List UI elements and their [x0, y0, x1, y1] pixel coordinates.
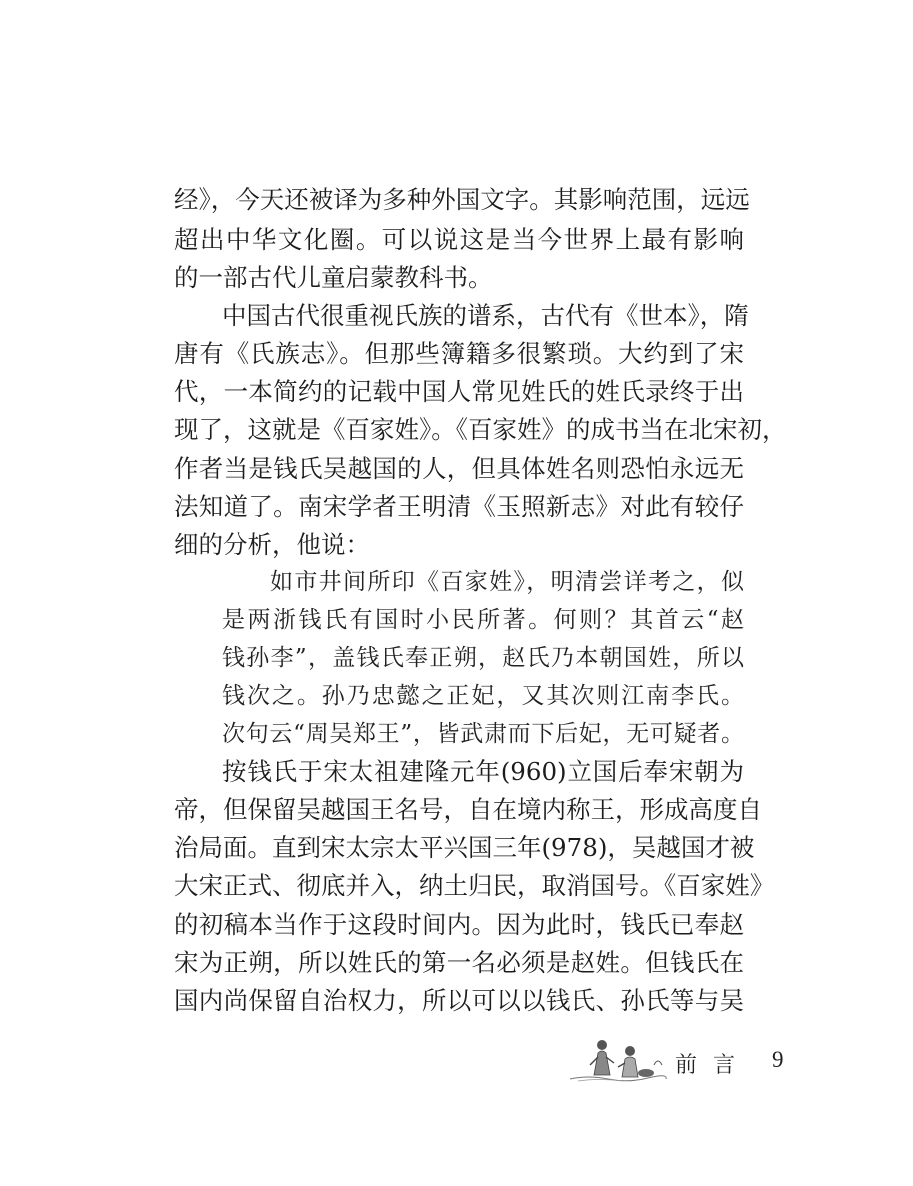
- body-line: 细的分析，他说：: [174, 530, 370, 559]
- body-line: 宋为正朔，所以姓氏的第一名必须是赵姓。但钱氏在: [174, 948, 744, 977]
- body-line: 按钱氏于宋太祖建隆元年(960)立国后奉宋朝为: [222, 757, 744, 786]
- body-line: 大宋正式、彻底并入，纳土归民，取消国号。《百家姓》: [174, 871, 775, 900]
- quote-line: 钱孙李”，盖钱氏奉正朔，赵氏乃本朝国姓，所以: [222, 645, 744, 671]
- quote-line: 如市井间所印《百家姓》，明清尝详考之，似: [270, 569, 744, 595]
- body-line: 的一部古代儿童启蒙教科书。: [174, 263, 493, 292]
- page-number: 9: [772, 1047, 784, 1072]
- quote-line: 是两浙钱氏有国时小民所著。何则？其首云“赵: [222, 607, 744, 633]
- body-line: 经》，今天还被译为多种外国文字。其影响范围，远远: [174, 185, 750, 214]
- body-line: 中国古代很重视氏族的谱系，古代有《世本》，隋: [222, 301, 749, 330]
- body-line: 唐有《氏族志》。但那些簿籍多很繁琐。大约到了宋: [174, 339, 744, 368]
- quote-line: 次句云“周吴郑王”，皆武肃而下后妃，无可疑者。: [222, 721, 744, 747]
- body-line: 现了，这就是《百家姓》。《百家姓》的成书当在北宋初，: [174, 415, 787, 444]
- quote-line: 钱次之。孙乃忠懿之正妃，又其次则江南李氏。: [222, 683, 744, 709]
- body-line: 超出中华文化圈。可以说这是当今世界上最有影响: [174, 225, 744, 254]
- body-line: 法知道了。南宋学者王明清《玉照新志》对此有较仔: [174, 492, 744, 521]
- body-line: 国内尚保留自治权力，所以可以以钱氏、孙氏等与吴: [174, 986, 744, 1015]
- body-line: 的初稿本当作于这段时间内。因为此时，钱氏已奉赵: [174, 910, 744, 939]
- body-line: 帝，但保留吴越国王名号，自在境内称王，形成高度自: [174, 795, 762, 824]
- two-figures-illustration-icon: [568, 1035, 668, 1083]
- body-line: 代，一本简约的记载中国人常见姓氏的姓氏录终于出: [174, 377, 744, 406]
- running-head: 前言: [675, 1053, 752, 1078]
- body-line: 作者当是钱氏吴越国的人，但具体姓名则恐怕永远无: [174, 454, 744, 483]
- body-line: 治局面。直到宋太宗太平兴国三年(978)，吴越国才被: [174, 833, 755, 862]
